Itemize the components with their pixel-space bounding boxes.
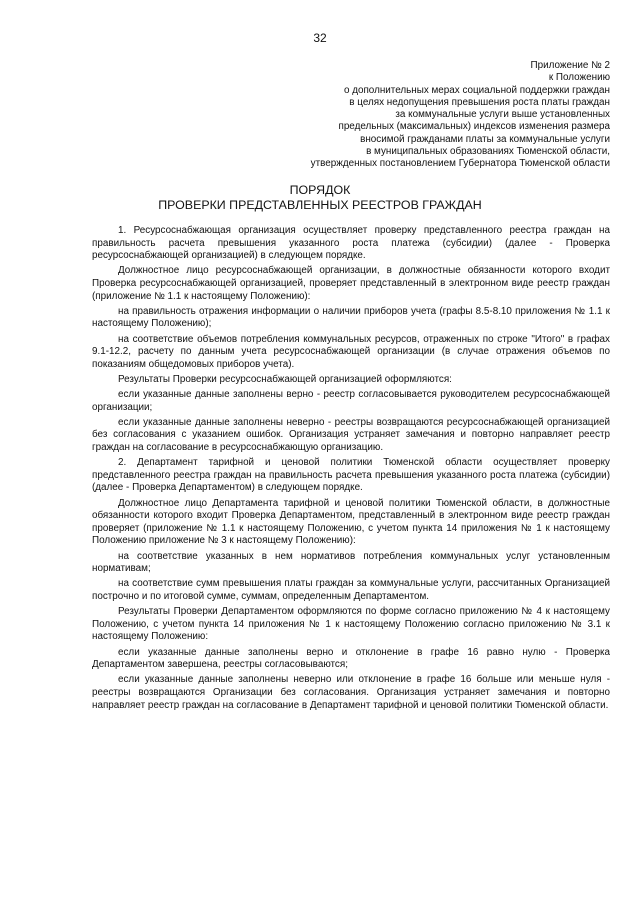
paragraph: 1. Ресурсоснабжающая организация осуществляет проверку представленного реестра граждан на правильность расчета превышения указанного роста платежа (субсидии) (далее - Проверка ресурсоснабжающей организацией) в следующем порядке. <box>92 225 610 262</box>
appendix-header-line: о дополнительных мерах социальной поддержки граждан <box>343 84 610 96</box>
title-line-2: ПРОВЕРКИ ПРЕДСТАВЛЕННЫХ РЕЕСТРОВ ГРАЖДАН <box>158 197 482 212</box>
paragraph: на соответствие сумм превышения платы граждан за коммунальные услуги, рассчитанных Организацией построчно и по итоговой сумме, суммам, определенным Департаментом. <box>92 578 610 602</box>
paragraph: на соответствие объемов потребления коммунальных ресурсов, отраженных по строке "Итого" в графах 9.1-12.2, расчету по данным учета ресурсоснабжающей организации (в случае отражения объемов по показаниям общедомовых приборов учета). <box>92 333 610 370</box>
appendix-header-line: в целях недопущения превышения роста платы граждан <box>349 96 610 108</box>
appendix-header-line: в муниципальных образованиях Тюменской области, <box>366 146 610 158</box>
document-body <box>92 225 610 715</box>
paragraph: 2. Департамент тарифной и ценовой политики Тюменской области осуществляет проверку представленного реестра граждан на правильность расчета превышения указанного роста платежа (субсидии) (далее - Проверка Департаментом) в следующем порядке. <box>92 457 610 494</box>
paragraph: если указанные данные заполнены неверно или отклонение в графе 16 больше или меньше нуля - реестры возвращаются Организации без согласования. Организация устраняет замечания и повторно направляет реестр граждан на согласование в Департамент тарифной и ценовой политики Тюменской области. <box>92 674 610 711</box>
paragraph: Результаты Проверки Департаментом оформляются по форме согласно приложению № 4 к настоящему Положению, с учетом пункта 14 приложения № 1 к настоящему Положению согласно приложению № 3.1 к настоящему Положению: <box>92 606 610 643</box>
appendix-header-line: Приложение № 2 <box>530 60 610 71</box>
appendix-header-line: к Положению <box>548 72 610 84</box>
appendix-header <box>210 60 610 171</box>
paragraph: на соответствие указанных в нем нормативов потребления коммунальных услуг установленным нормативам; <box>92 550 610 575</box>
appendix-header-line: за коммунальные услуги выше установленных <box>395 109 610 121</box>
title-line-1: ПОРЯДОК <box>289 183 351 197</box>
appendix-header-line: утвержденных постановлением Губернатора Тюменской области <box>310 158 610 170</box>
page-number: 32 <box>313 31 327 45</box>
document-title <box>0 183 640 212</box>
appendix-header-line: вносимой гражданами платы за коммунальные услуги <box>360 133 610 145</box>
paragraph: на правильность отражения информации о наличии приборов учета (графы 8.5-8.10 приложения № 1.1 к настоящему Положению); <box>92 305 610 330</box>
paragraph: Должностное лицо Департамента тарифной и ценовой политики Тюменской области, в должностные обязанности которого входит Проверка Департаментом, представленный в электронном виде реестр граждан проверяет (приложение № 1.1 к настоящему Положению, с учетом пункта 14 приложения № 1 к настоящему Положению приложение № 3 к настоящему Положению): <box>92 497 610 547</box>
paragraph: Должностное лицо ресурсоснабжающей организации, в должностные обязанности которого входит Проверка ресурсоснабжающей организацией, проверяет представленный в электронном виде реестр граждан (приложение № 1.1 к настоящему Положению): <box>92 265 610 302</box>
appendix-header-line: предельных (максимальных) индексов изменения размера <box>338 121 610 133</box>
paragraph: Результаты Проверки ресурсоснабжающей организацией оформляются: <box>118 373 452 385</box>
paragraph: если указанные данные заполнены верно - реестр согласовывается руководителем ресурсоснабжающей организации; <box>92 389 610 413</box>
paragraph: если указанные данные заполнены неверно - реестры возвращаются ресурсоснабжающей организацией без согласования с указанием ошибок. Организация устраняет замечания и повторно направляет реестр граждан на согласование в ресурсоснабжающую организацию. <box>92 416 610 454</box>
paragraph: если указанные данные заполнены верно и отклонение в графе 16 равно нулю - Проверка Департаментом завершена, реестры согласовываются; <box>92 646 610 671</box>
